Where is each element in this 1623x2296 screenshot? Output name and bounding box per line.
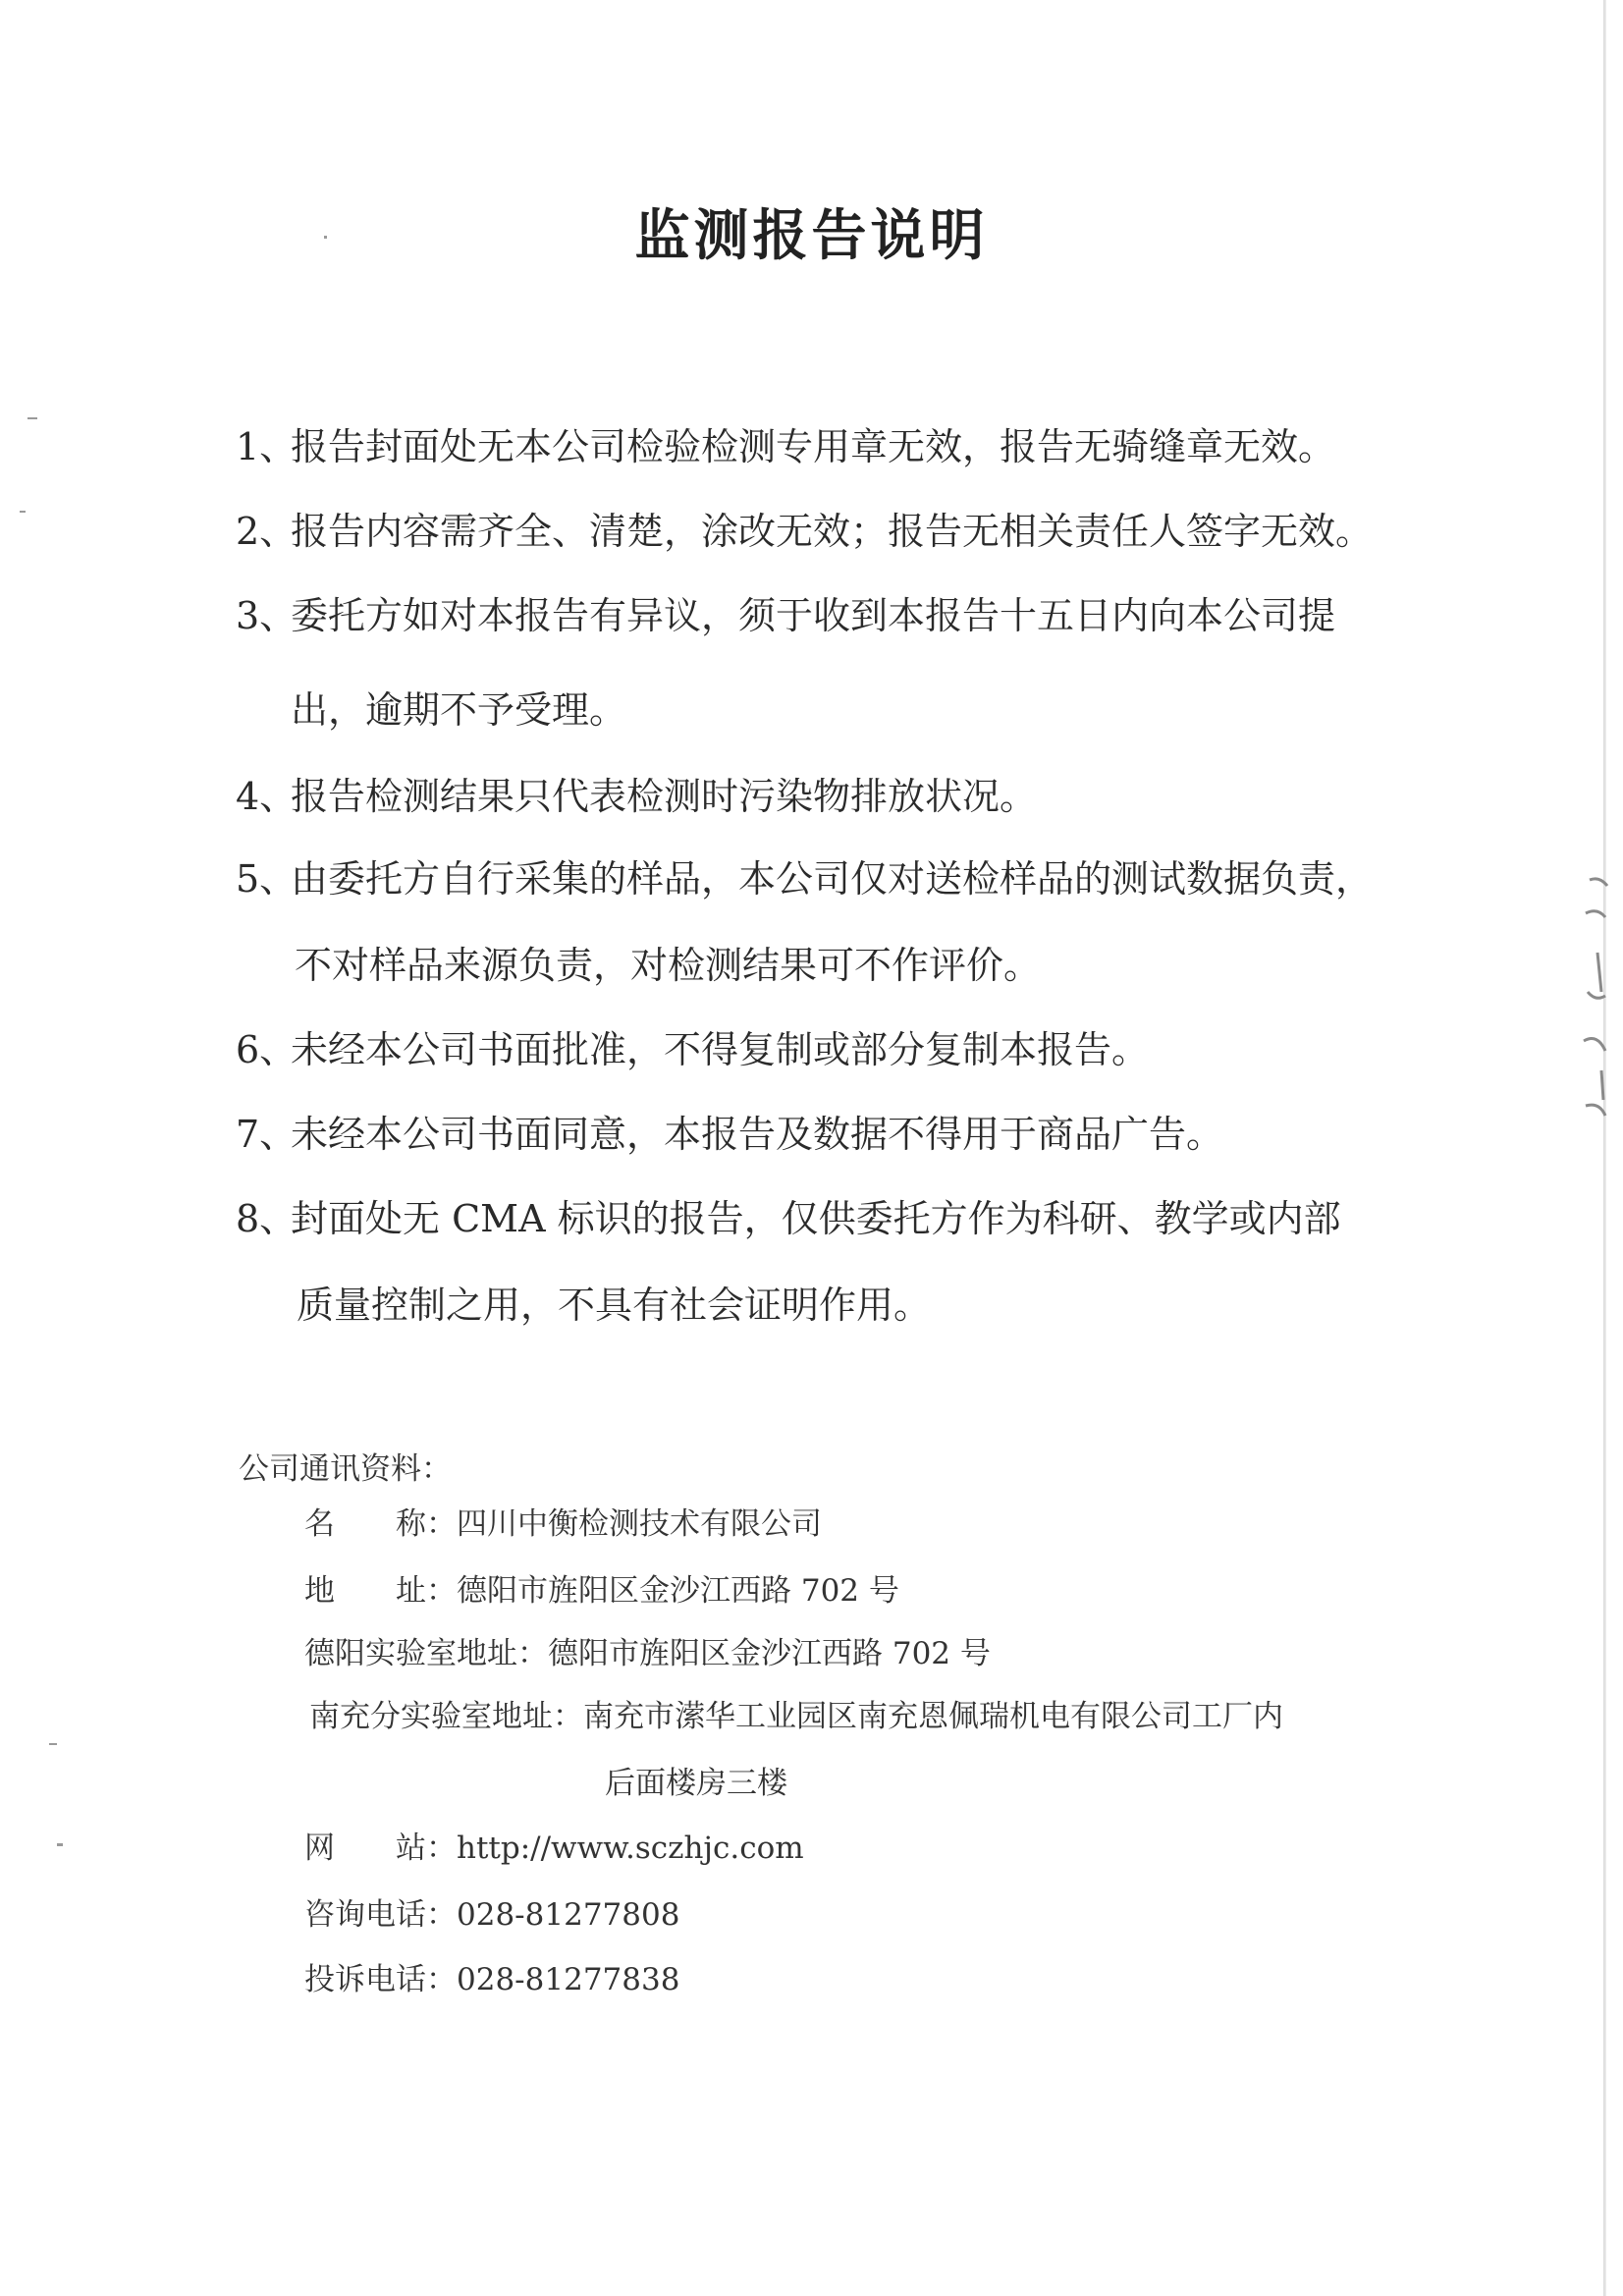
- clause-text: 报告内容需齐全、清楚，涂改无效；报告无相关责任人签字无效。: [291, 510, 1374, 553]
- contact-complaint-phone-row: [304, 1960, 679, 1999]
- contact-name-row: [304, 1504, 822, 1544]
- contact-nanchong-lab-value: 南充市潆华工业园区南充恩佩瑞机电有限公司工厂内: [583, 1699, 1283, 1734]
- contact-complaint-phone-value: 028-81277838: [457, 1962, 680, 1997]
- clause-text: 未经本公司书面批准，不得复制或部分复制本报告。: [291, 1028, 1150, 1071]
- scan-speck: [20, 511, 26, 513]
- clause-text: 出，逾期不予受理。: [291, 688, 627, 732]
- clause-number: 4、: [236, 775, 298, 818]
- clause-5-continuation: [295, 943, 1041, 988]
- contact-nanchong-lab-continuation: [605, 1764, 787, 1803]
- clause-text: 由委托方自行采集的样品，本公司仅对送检样品的测试数据负责，: [291, 857, 1374, 901]
- clause-text: 报告封面处无本公司检验检测专用章无效，报告无骑缝章无效。: [291, 425, 1336, 468]
- contact-consult-phone-value: 028-81277808: [457, 1897, 680, 1933]
- clause-text: 封面处无 CMA 标识的报告，仅供委托方作为科研、教学或内部: [291, 1197, 1341, 1240]
- clause-4: [236, 774, 1037, 819]
- clause-text: 不对样品来源负责，对检测结果可不作评价。: [295, 944, 1042, 987]
- scan-speck: [49, 1743, 57, 1745]
- clause-1: [236, 424, 1335, 469]
- contact-website-value: http://www.sczhjc.com: [457, 1831, 804, 1866]
- clause-text: 质量控制之用，不具有社会证明作用。: [297, 1284, 932, 1327]
- clause-number: 5、: [236, 857, 298, 901]
- clause-5: [236, 856, 1373, 902]
- clause-number: 1、: [236, 425, 298, 468]
- clause-3-continuation: [291, 687, 626, 733]
- clause-6: [236, 1027, 1149, 1072]
- clause-number: 6、: [236, 1028, 298, 1071]
- binding-seal-fragment: [1576, 874, 1615, 1159]
- contact-name-value: 四川中衡检测技术有限公司: [457, 1506, 822, 1542]
- clause-number: 8、: [236, 1197, 298, 1240]
- contact-heading: 公司通讯资料：: [239, 1451, 452, 1487]
- clause-3: [236, 593, 1335, 638]
- contact-deyang-lab-row: [304, 1634, 991, 1673]
- page-title: 监测报告说明: [634, 203, 989, 268]
- contact-name-label: 名 称：: [304, 1506, 457, 1542]
- contact-address-label: 地 址：: [304, 1573, 457, 1609]
- contact-consult-phone-label: 咨询电话：: [304, 1897, 457, 1933]
- clause-number: 2、: [236, 510, 298, 553]
- contact-address-row: [304, 1571, 899, 1611]
- clause-text: 委托方如对本报告有异议，须于收到本报告十五日内向本公司提: [291, 594, 1336, 637]
- contact-nanchong-lab-row: [309, 1697, 1283, 1736]
- contact-address-value: 德阳市旌阳区金沙江西路 702 号: [457, 1573, 899, 1609]
- clause-text: 报告检测结果只代表检测时污染物排放状况。: [291, 775, 1038, 818]
- clause-7: [236, 1112, 1223, 1157]
- contact-consult-phone-row: [304, 1895, 679, 1935]
- contact-nanchong-lab-label: 南充分实验室地址：: [309, 1699, 583, 1734]
- scan-speck: [57, 1843, 63, 1846]
- contact-nanchong-lab-value-line2: 后面楼房三楼: [605, 1766, 787, 1801]
- contact-website-label: 网 站：: [304, 1831, 457, 1866]
- scan-speck: [27, 417, 37, 419]
- clause-8-continuation: [297, 1283, 931, 1328]
- contact-deyang-lab-value: 德阳市旌阳区金沙江西路 702 号: [548, 1636, 991, 1671]
- clause-text: 未经本公司书面同意，本报告及数据不得用于商品广告。: [291, 1113, 1224, 1156]
- clause-number: 3、: [236, 594, 298, 637]
- contact-complaint-phone-label: 投诉电话：: [304, 1962, 457, 1997]
- contact-website-row: [304, 1829, 804, 1868]
- clause-8: [236, 1196, 1341, 1241]
- clause-number: 7、: [236, 1113, 298, 1156]
- clause-2: [236, 509, 1373, 554]
- contact-deyang-lab-label: 德阳实验室地址：: [304, 1636, 548, 1671]
